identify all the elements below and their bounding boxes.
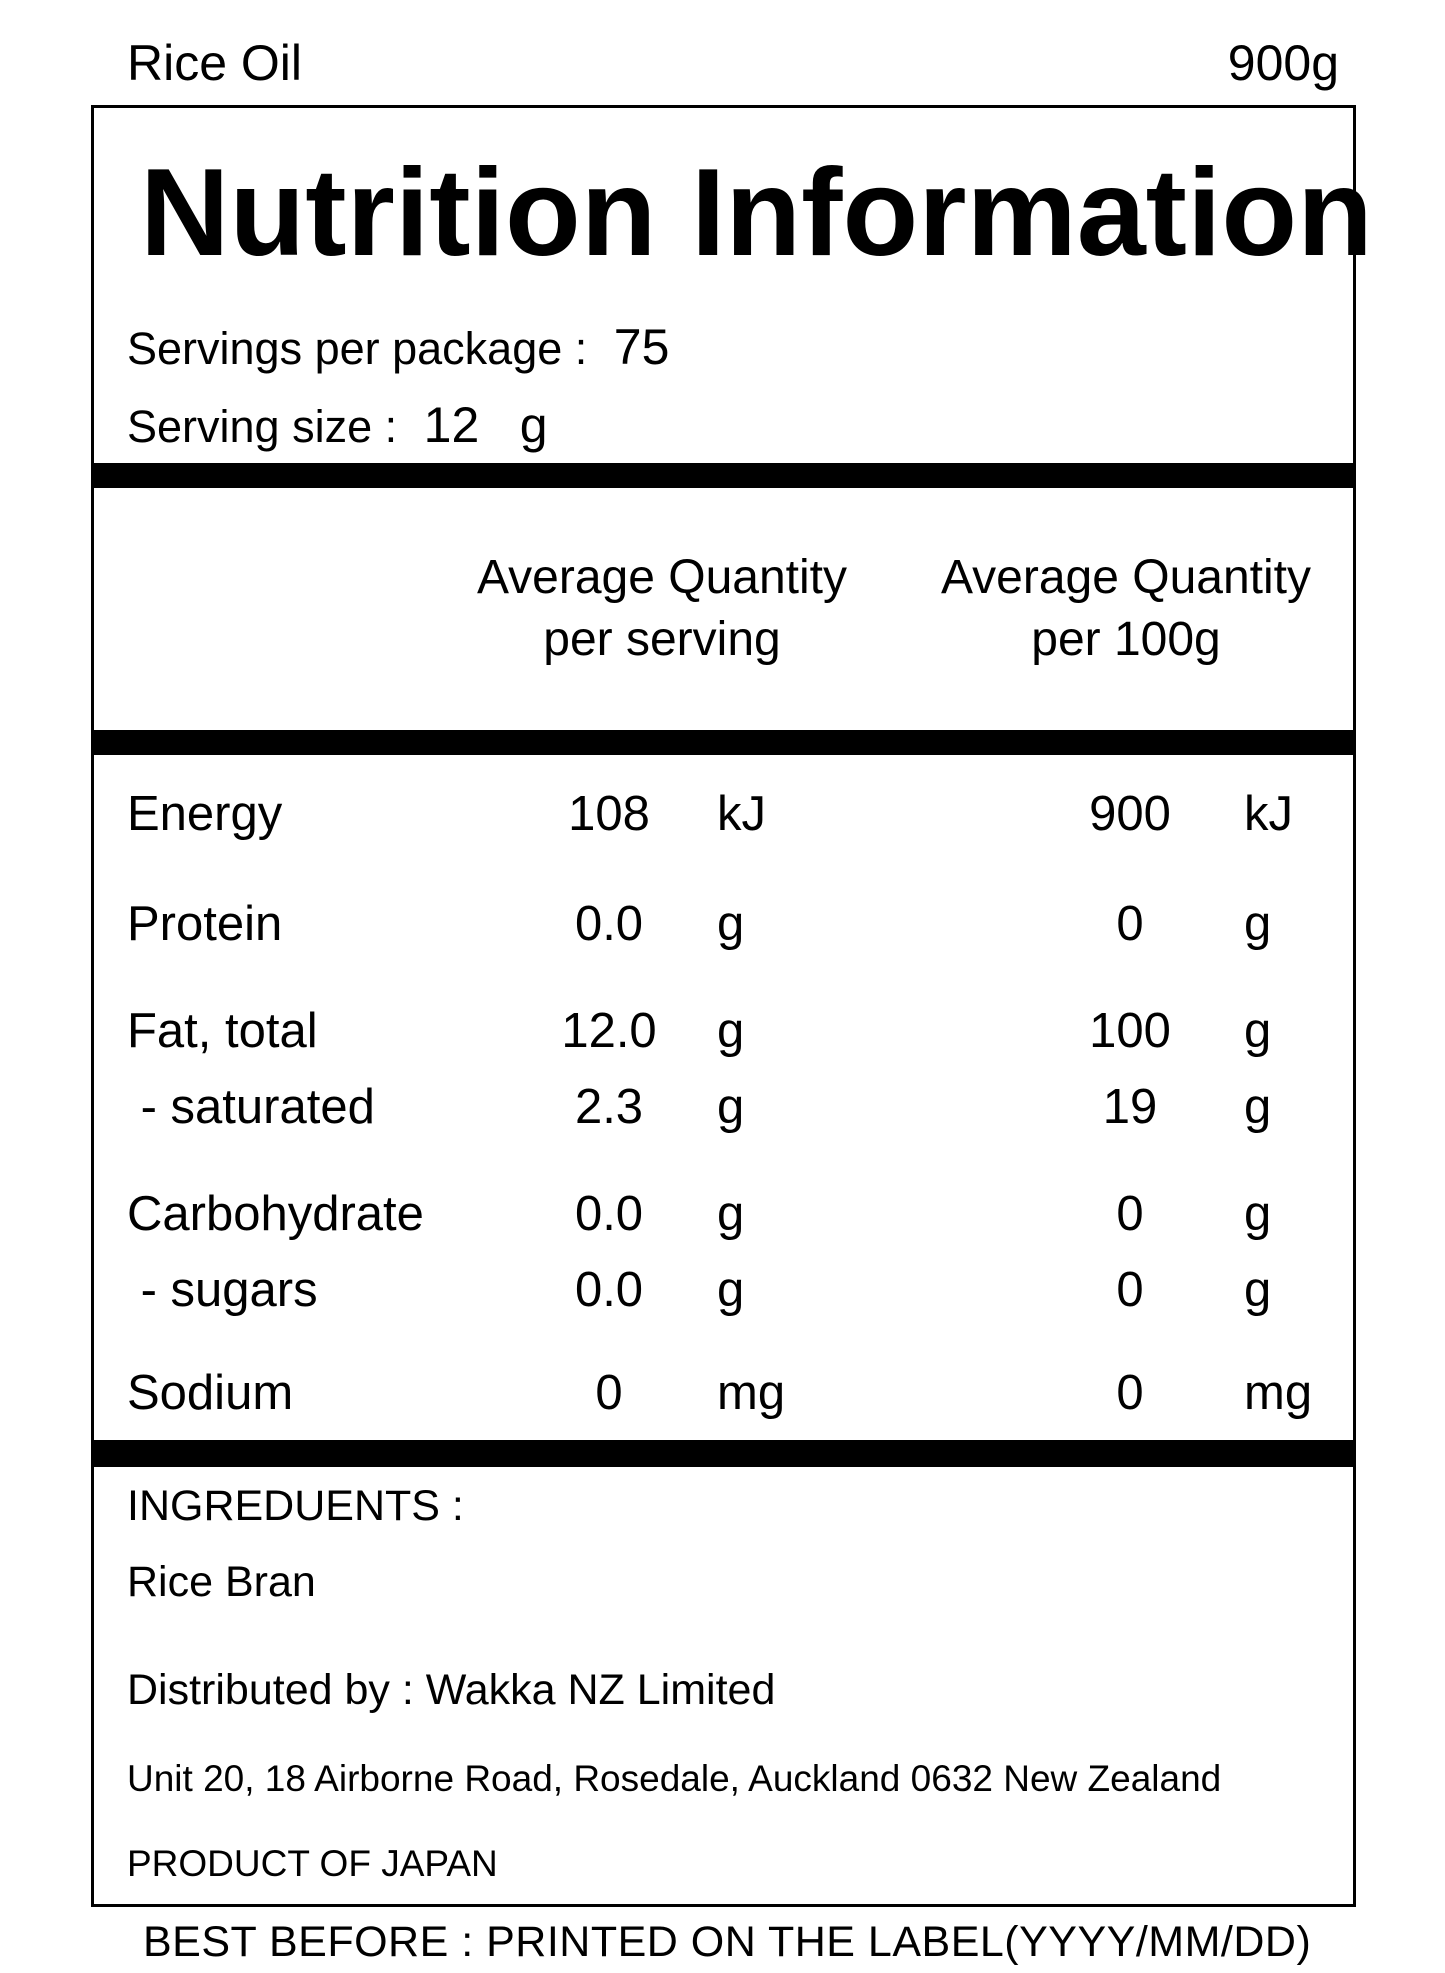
serving-size-label: Serving size : [127, 401, 398, 452]
nutrient-serving-value: 0.0 [574, 1263, 644, 1317]
nutrient-per100-unit: kJ [1244, 787, 1293, 841]
nutrient-per100-value: 0 [1116, 897, 1144, 951]
nutrient-serving-value: 0 [595, 1366, 623, 1420]
divider-bar [91, 730, 1356, 755]
nutrient-serving-unit: g [717, 1080, 745, 1134]
nutrient-per100-unit: g [1244, 1004, 1272, 1058]
serving-size-value: 12 [423, 397, 480, 453]
column-header-per-100g-line2: per 100g [1031, 613, 1221, 666]
nutrient-per100-unit: g [1244, 1187, 1272, 1241]
nutrient-per100-value: 19 [1102, 1080, 1158, 1134]
nutrient-per100-unit: mg [1244, 1366, 1313, 1420]
nutrient-name-fat-total: Fat, total [127, 1004, 318, 1058]
nutrient-per100-value: 100 [1089, 1004, 1171, 1058]
product-name: Rice Oil [127, 35, 303, 91]
nutrient-serving-unit: g [717, 897, 745, 951]
servings-per-package-label: Servings per package : [127, 323, 588, 374]
column-header-per-serving [447, 547, 877, 671]
nutrient-per100-unit: g [1244, 897, 1272, 951]
nutrient-serving-unit: g [717, 1263, 745, 1317]
serving-size-unit: g [519, 397, 548, 453]
nutrient-serving-value: 0.0 [574, 1187, 644, 1241]
nutrient-serving-unit: mg [717, 1366, 786, 1420]
nutrient-name-energy: Energy [127, 787, 283, 841]
divider-bar [91, 463, 1356, 488]
net-weight: 900g [1227, 35, 1339, 91]
ingredients-label: INGREDUENTS : [127, 1482, 464, 1530]
distributor-address: Unit 20, 18 Airborne Road, Rosedale, Auckland 0632 New Zealand [127, 1758, 1222, 1799]
product-origin: PRODUCT OF JAPAN [127, 1843, 498, 1884]
nutrient-per100-unit: g [1244, 1080, 1272, 1134]
nutrient-name-sodium: Sodium [127, 1366, 294, 1420]
nutrient-name-protein: Protein [127, 897, 283, 951]
nutrient-per100-value: 900 [1089, 787, 1171, 841]
nutrient-per100-value: 0 [1116, 1263, 1144, 1317]
column-header-per-serving-line1: Average Quantity [476, 551, 847, 604]
ingredients-value: Rice Bran [127, 1558, 316, 1606]
nutrient-name-saturated: - saturated [127, 1080, 375, 1134]
nutrient-serving-value: 2.3 [574, 1080, 644, 1134]
nutrient-serving-value: 108 [568, 787, 650, 841]
nutrient-per100-value: 0 [1116, 1366, 1144, 1420]
servings-per-package [127, 318, 669, 376]
best-before: BEST BEFORE : PRINTED ON THE LABEL(YYYY/MM/DD) [143, 1918, 1312, 1966]
panel-title: Nutrition Information [140, 144, 1373, 282]
distributor: Distributed by : Wakka NZ Limited [127, 1666, 776, 1714]
column-header-per-100g [911, 547, 1341, 671]
nutrient-serving-value: 12.0 [561, 1004, 657, 1058]
nutrient-per100-value: 0 [1116, 1187, 1144, 1241]
divider-bar [91, 1440, 1356, 1467]
servings-per-package-value: 75 [613, 319, 670, 375]
nutrient-name-carbohydrate: Carbohydrate [127, 1187, 424, 1241]
column-header-per-100g-line1: Average Quantity [940, 551, 1311, 604]
nutrient-serving-unit: kJ [717, 787, 766, 841]
nutrient-serving-unit: g [717, 1004, 745, 1058]
column-header-per-serving-line2: per serving [543, 613, 781, 666]
nutrient-serving-unit: g [717, 1187, 745, 1241]
serving-size [127, 396, 548, 454]
nutrient-per100-unit: g [1244, 1263, 1272, 1317]
nutrient-name-sugars: - sugars [127, 1263, 318, 1317]
nutrient-serving-value: 0.0 [574, 897, 644, 951]
